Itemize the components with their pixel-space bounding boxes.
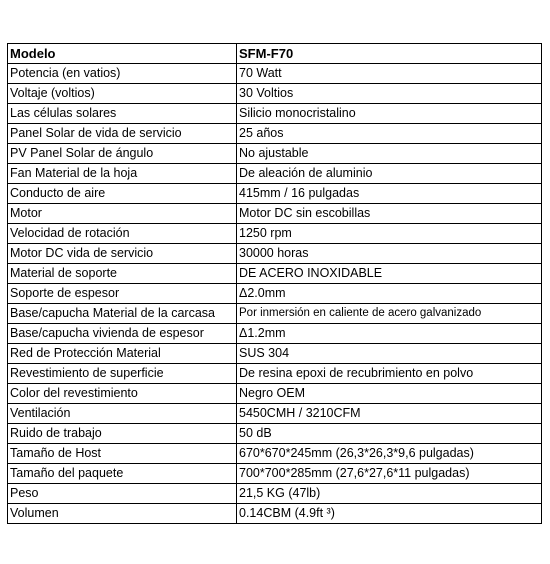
row-value: Negro OEM [237,384,542,404]
row-value: De aleación de aluminio [237,164,542,184]
row-value: 700*700*285mm (27,6*27,6*11 pulgadas) [237,464,542,484]
table-row [8,404,542,424]
table-row [8,484,542,504]
row-label: Voltaje (voltios) [8,84,237,104]
row-value: Δ2.0mm [237,284,542,304]
table-row [8,364,542,384]
row-value: DE ACERO INOXIDABLE [237,264,542,284]
row-value: De resina epoxi de recubrimiento en polvo [237,364,542,384]
row-label: Soporte de espesor [8,284,237,304]
row-label: Base/capucha vivienda de espesor [8,324,237,344]
row-label: Motor [8,204,237,224]
table-row [8,464,542,484]
row-label: PV Panel Solar de ángulo [8,144,237,164]
row-value: Silicio monocristalino [237,104,542,124]
row-label: Potencia (en vatios) [8,64,237,84]
spec-table [7,43,542,524]
row-value: Motor DC sin escobillas [237,204,542,224]
table-row [8,204,542,224]
row-value: 0.14CBM (4.9ft ³) [237,504,542,524]
row-label: Red de Protección Material [8,344,237,364]
table-row [8,164,542,184]
row-label: Base/capucha Material de la carcasa [8,304,237,324]
row-label: Tamaño de Host [8,444,237,464]
row-value: 415mm / 16 pulgadas [237,184,542,204]
row-label: Tamaño del paquete [8,464,237,484]
row-label: Ventilación [8,404,237,424]
table-row [8,444,542,464]
row-value: 25 años [237,124,542,144]
row-value: 30000 horas [237,244,542,264]
row-value: 30 Voltios [237,84,542,104]
row-label: Fan Material de la hoja [8,164,237,184]
row-value: 1250 rpm [237,224,542,244]
table-row [8,244,542,264]
table-row [8,224,542,244]
table-row [8,344,542,364]
table-row [8,324,542,344]
row-value: 5450CMH / 3210CFM [237,404,542,424]
table-row [8,124,542,144]
row-label: Ruido de trabajo [8,424,237,444]
row-label: Las células solares [8,104,237,124]
row-value: No ajustable [237,144,542,164]
row-value: 70 Watt [237,64,542,84]
row-label: Material de soporte [8,264,237,284]
header-value: SFM-F70 [237,44,542,64]
table-row [8,184,542,204]
header-label: Modelo [8,44,237,64]
table-row [8,104,542,124]
row-label: Revestimiento de superficie [8,364,237,384]
row-label: Color del revestimiento [8,384,237,404]
row-value: Δ1.2mm [237,324,542,344]
table-row [8,424,542,444]
table-row [8,144,542,164]
table-row [8,264,542,284]
row-value: 670*670*245mm (26,3*26,3*9,6 pulgadas) [237,444,542,464]
table-row [8,284,542,304]
row-value: SUS 304 [237,344,542,364]
table-row [8,64,542,84]
table-row [8,84,542,104]
table-header-row [8,44,542,64]
row-label: Peso [8,484,237,504]
row-label: Motor DC vida de servicio [8,244,237,264]
row-label: Velocidad de rotación [8,224,237,244]
row-value: Por inmersión en caliente de acero galvanizado [237,304,542,324]
row-label: Panel Solar de vida de servicio [8,124,237,144]
row-value: 21,5 KG (47lb) [237,484,542,504]
table-row [8,304,542,324]
table-row [8,504,542,524]
row-value: 50 dB [237,424,542,444]
row-label: Volumen [8,504,237,524]
table-row [8,384,542,404]
row-label: Conducto de aire [8,184,237,204]
